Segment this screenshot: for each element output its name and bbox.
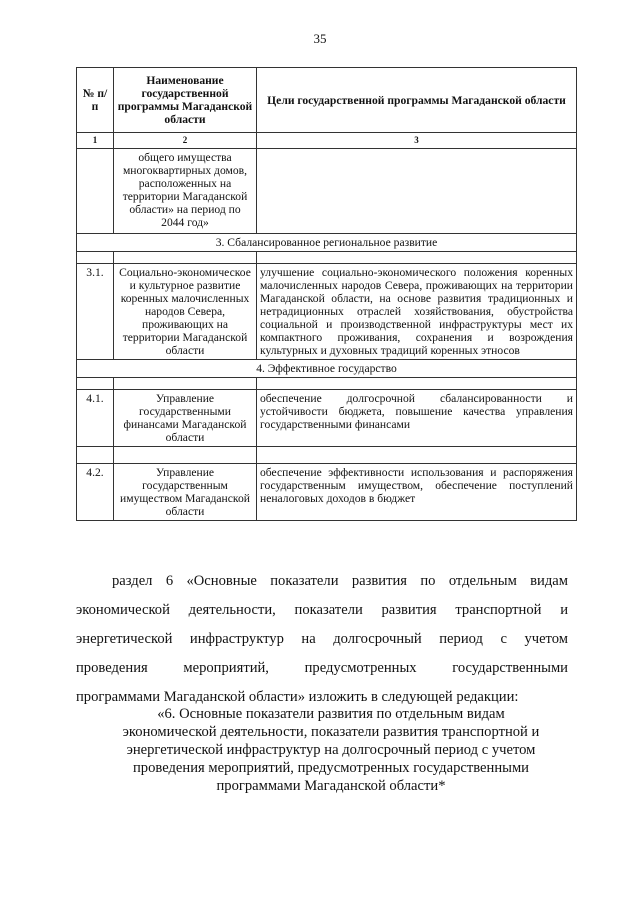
program-goals	[257, 149, 577, 234]
header-num: № п/п	[77, 68, 114, 133]
section-title: 3. Сбалансированное региональное развитие	[77, 234, 577, 252]
programs-table	[76, 67, 577, 521]
paragraph-line: проведения мероприятий, предусмотренных государственными	[76, 660, 568, 676]
program-name-continued: общего имущества многоквартирных домов, расположенных на территории Магаданской области» на период по 2044 год»	[114, 149, 257, 234]
header-goals: Цели государственной программы Магаданской области	[257, 68, 577, 133]
spacer-row	[77, 252, 577, 264]
program-name: Управление государственными финансами Магаданской области	[114, 390, 257, 447]
spacer-row	[77, 447, 577, 464]
heading-line: энергетической инфраструктур на долгосрочный период с учетом	[126, 742, 536, 758]
page-number: 35	[313, 31, 327, 46]
row-num: 3.1.	[77, 264, 114, 360]
table-row	[77, 264, 577, 360]
paragraph-line: раздел 6 «Основные показатели развития по отдельным видам	[112, 573, 568, 589]
section-row	[77, 360, 577, 378]
table-row	[77, 149, 577, 234]
column-number: 3	[257, 133, 577, 149]
paragraph-line: программами Магаданской области» изложить в следующей редакции:	[76, 689, 519, 705]
paragraph-line: энергетической инфраструктур на долгосрочный период с учетом	[76, 631, 568, 647]
table-row	[77, 464, 577, 521]
program-goals: улучшение социально-экономического положения коренных малочисленных народов Севера, проживающих на территории Магаданской области, на основе развития традиционных и нетрадиционных отраслей хозяйствования, обустройства социальной и производственной инфраструктуры мест их компактного проживания, сохранения и возрождения культурных и духовных традиций коренных этносов	[257, 264, 577, 360]
program-name: Социально-экономическое и культурное развитие коренных малочисленных народов Севера, проживающих на территории Магаданской области	[114, 264, 257, 360]
section-title: 4. Эффективное государство	[77, 360, 577, 378]
program-goals: обеспечение долгосрочной сбалансированности и устойчивости бюджета, повышение качества управления государственными финансами	[257, 390, 577, 447]
header-program-name: Наименование государственной программы Магаданской области	[114, 68, 257, 133]
amendment-paragraph	[76, 567, 568, 712]
row-num: 4.1.	[77, 390, 114, 447]
program-name: Управление государственным имуществом Магаданской области	[114, 464, 257, 521]
table-header-row	[77, 68, 577, 133]
paragraph-line: экономической деятельности, показатели развития транспортной и	[76, 602, 568, 618]
heading-line: экономической деятельности, показатели развития транспортной и	[122, 724, 540, 740]
program-goals: обеспечение эффективности использования и распоряжения государственным имуществом, обеспечение поступлений неналоговых доходов в бюджет	[257, 464, 577, 521]
column-number: 2	[114, 133, 257, 149]
row-num	[77, 149, 114, 234]
spacer-row	[77, 378, 577, 390]
column-number-row	[77, 133, 577, 149]
table-row	[77, 390, 577, 447]
row-num: 4.2.	[77, 464, 114, 521]
heading-line: проведения мероприятий, предусмотренных государственными	[133, 760, 529, 776]
column-number: 1	[77, 133, 114, 149]
section-6-heading	[96, 705, 566, 795]
section-row	[77, 234, 577, 252]
heading-line: «6. Основные показатели развития по отдельным видам	[157, 706, 505, 722]
heading-line: программами Магаданской области*	[216, 778, 446, 794]
